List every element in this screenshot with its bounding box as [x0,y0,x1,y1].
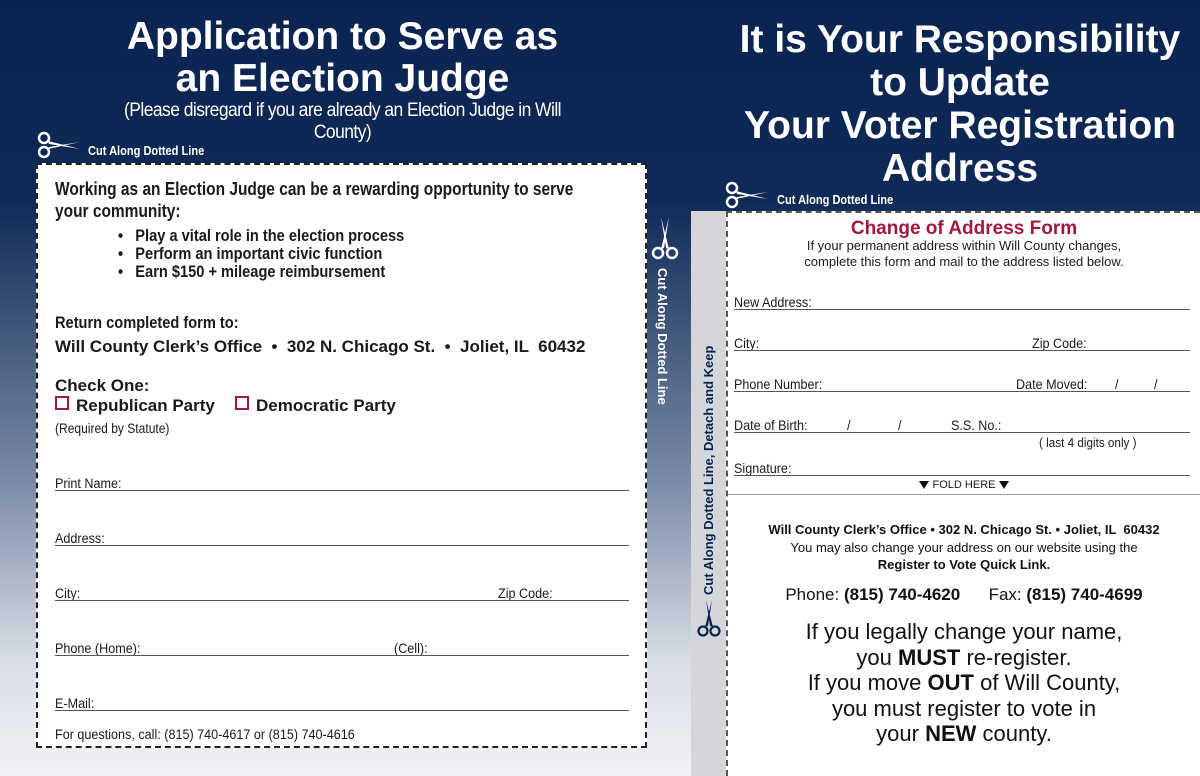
detach-keep-label: Cut Along Dotted Line, Detach and Keep [701,345,716,595]
email-label: E-Mail: [55,695,95,711]
notice-line [728,670,1200,696]
email-field[interactable] [55,710,629,711]
title-line-3: Your Voter Registration [744,104,1176,147]
quick-link-note: Register to Vote Quick Link. [877,557,1051,572]
print-name-label: Print Name: [55,475,122,491]
notice-text: of Will County, [973,670,1121,695]
phone-date-field[interactable] [734,391,1190,392]
zip-code-label: Zip Code: [498,585,553,601]
notice-line [728,721,1200,747]
fax-number: (815) 740-4699 [1026,585,1143,604]
cut-along-label: Cut Along Dotted Line [777,192,894,207]
questions-line: For questions, call: (815) 740-4617 or (815) 740-4616 [55,726,355,742]
form-title: Change of Address Form [850,218,1078,239]
voter-registration-title [720,18,1200,190]
arrow-down-icon [999,481,1009,489]
contact-line [728,585,1200,605]
checkbox-icon[interactable] [55,396,69,410]
arrow-down-icon [919,481,929,489]
office-address: Will County Clerk’s Office • 302 N. Chicago St. • Joliet, IL 60432 [768,522,1160,537]
scissors-icon [724,180,770,210]
city-zip-field[interactable] [734,350,1190,351]
reregistration-notice [728,619,1200,747]
statute-note: (Required by Statute) [55,420,170,436]
return-address: Will County Clerk’s Office • 302 N. Chicago St. • Joliet, IL 60432 [55,337,586,356]
new-address-field[interactable] [734,309,1190,310]
date-slash: / [1154,376,1158,392]
scissors-icon [650,215,680,261]
phone-home-label: Phone (Home): [55,640,141,656]
city-label: City: [55,585,81,601]
website-note: You may also change your address on our website using the [790,540,1138,555]
bullet-item: • Play a vital role in the election process [118,226,405,245]
return-label: Return completed form to: [55,313,239,332]
new-address-label: New Address: [734,294,812,310]
signature-field[interactable] [734,475,1190,476]
election-judge-form [36,163,647,748]
intro-line-1: Working as an Election Judge can be a rewarding opportunity to serve [55,179,574,199]
notice-line [728,645,1200,671]
election-judge-title [100,16,585,100]
fold-here-label: FOLD HERE [932,479,996,491]
dob-ssn-field[interactable] [734,432,1190,433]
republican-option[interactable] [55,396,215,416]
title-line-2: to Update [870,61,1050,104]
ssn-note: ( last 4 digits only ) [1039,435,1137,450]
title-line-4: Address [881,147,1039,190]
ssn-label: S.S. No.: [951,417,1002,433]
scissors-icon [36,130,82,160]
fold-line [728,494,1200,495]
bullet-text: Perform an important civic function [135,244,383,263]
phone-number: (815) 740-4620 [843,585,961,604]
bullet-item: • Perform an important civic function [118,244,383,263]
city-zip-field[interactable] [55,600,629,601]
address-label: Address: [55,530,105,546]
notice-emphasis: MUST [898,644,961,670]
title-line-1: It is Your Responsibility [739,18,1181,61]
republican-label: Republican Party [76,396,215,415]
notice-emphasis: OUT [927,670,974,695]
democratic-label: Democratic Party [256,396,396,415]
scissors-icon [696,598,722,638]
signature-label: Signature: [734,460,792,476]
notice-text: If you move [807,670,928,695]
notice-line: If you legally change your name, [805,619,1123,644]
phone-number-label: Phone Number: [734,376,823,392]
phone-label: Phone: [785,585,840,604]
city-label: City: [734,335,760,351]
checkbox-icon[interactable] [235,396,249,410]
print-name-field[interactable] [55,490,629,491]
fax-label: Fax: [988,585,1022,604]
bullet-text: Earn $150 + mileage reimbursement [135,262,386,281]
side-cut-label: Cut Along Dotted Line [655,268,670,405]
bullet-item: • Earn $150 + mileage reimbursement [118,262,386,281]
notice-text: your [876,721,926,746]
democratic-option[interactable] [235,396,396,416]
cell-label: (Cell): [394,640,428,656]
phone-field[interactable] [55,655,629,656]
notice-text: re-register. [960,644,1072,670]
notice-emphasis: NEW [925,721,977,746]
check-one-label: Check One: [55,376,150,395]
dob-slash: / [898,417,902,433]
form-description-1: If your permanent address within Will County changes, [806,238,1122,253]
title-line-1: Application to Serve as [126,15,559,58]
date-of-birth-label: Date of Birth: [734,417,808,433]
bullet-text: Play a vital role in the election process [135,226,405,245]
date-slash: / [1115,376,1119,392]
form-description-2: complete this form and mail to the address listed below. [804,254,1124,269]
intro-line-2: your community: [55,201,181,221]
zip-code-label: Zip Code: [1032,335,1087,351]
fold-here-marker [728,479,1200,491]
change-of-address-form [726,211,1200,776]
address-field[interactable] [55,545,629,546]
date-moved-label: Date Moved: [1016,376,1088,392]
notice-line: you must register to vote in [831,695,1097,721]
election-judge-subtitle: (Please disregard if you are already an Election Judge in Will County) [123,100,561,143]
notice-text: county. [976,721,1052,746]
dob-slash: / [847,417,851,433]
cut-along-label: Cut Along Dotted Line [88,143,205,158]
notice-text: you [856,644,898,670]
title-line-2: an Election Judge [175,57,510,100]
